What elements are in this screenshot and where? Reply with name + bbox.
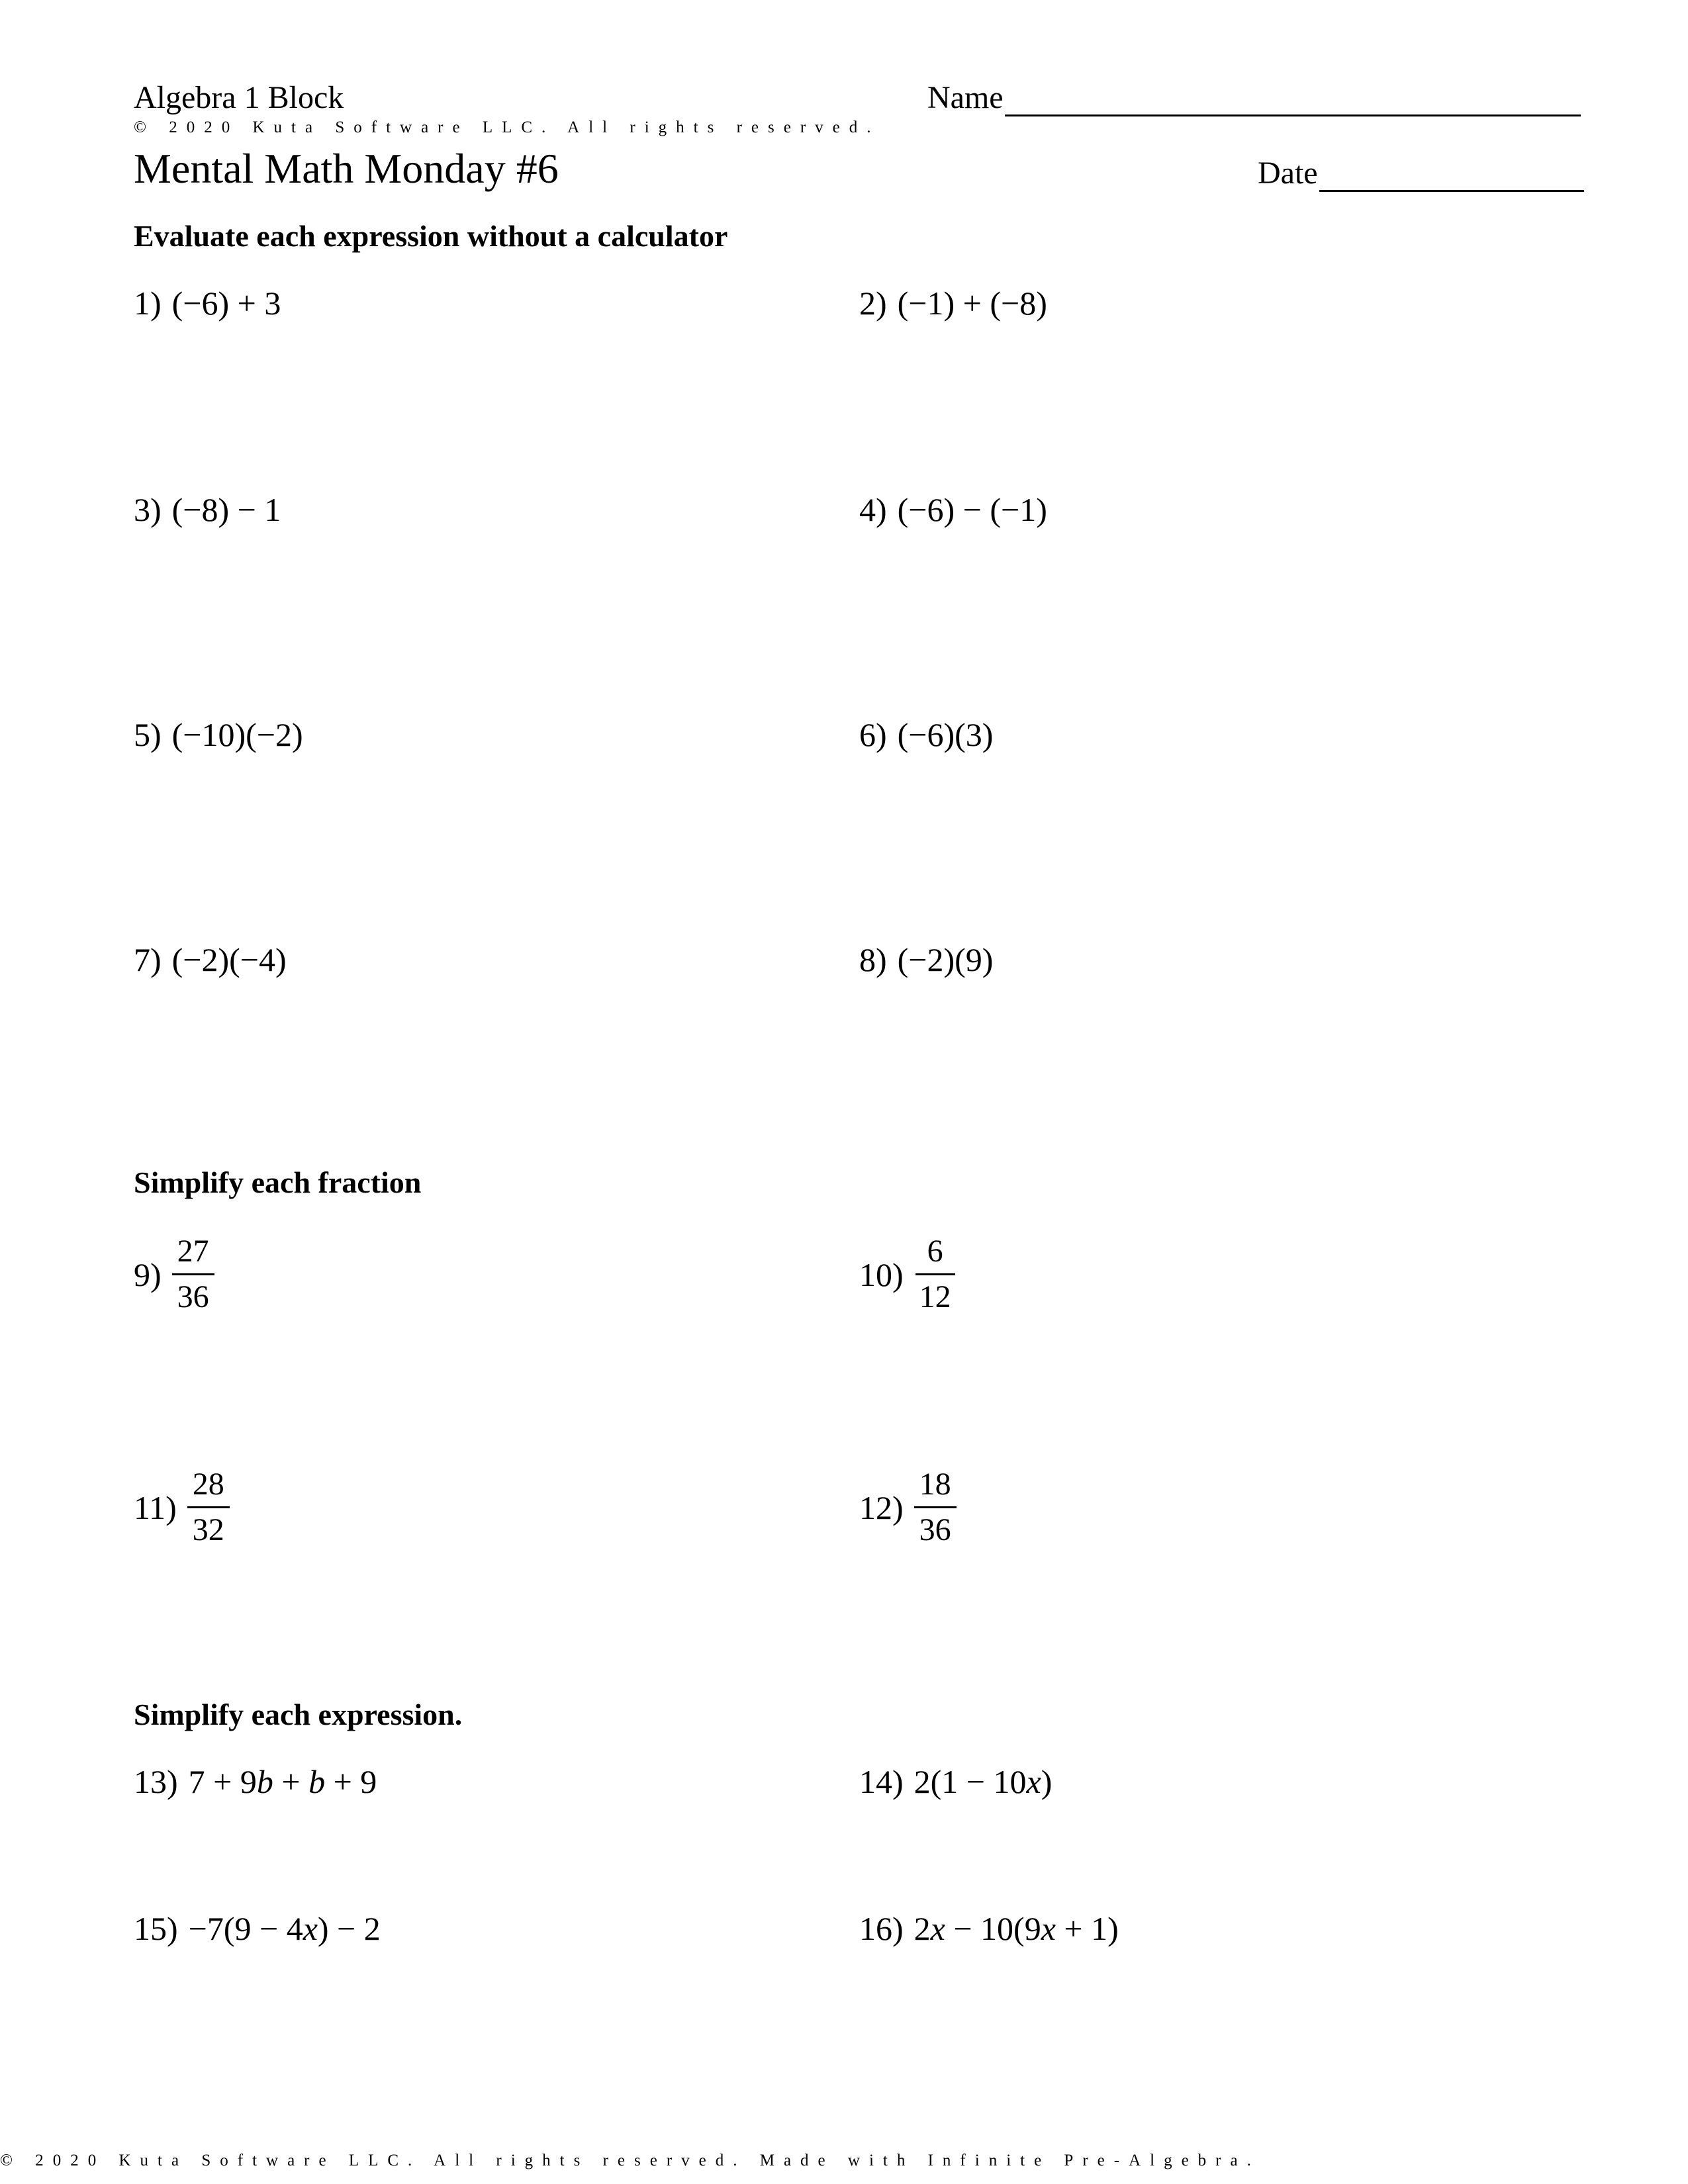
fraction xyxy=(914,1232,957,1316)
problem-expression: (−6) + 3 xyxy=(171,285,281,322)
denominator: 36 xyxy=(177,1279,209,1314)
fraction xyxy=(187,1465,230,1549)
date-label: Date xyxy=(1258,156,1318,191)
name-blank[interactable] xyxy=(1005,81,1581,116)
problem-16 xyxy=(859,1909,1119,1948)
problem-2 xyxy=(859,283,1047,323)
variable: b xyxy=(308,1763,326,1800)
problem-15 xyxy=(134,1909,381,1948)
section-instruction: Evaluate each expression without a calculator xyxy=(134,219,728,253)
denominator: 36 xyxy=(919,1512,951,1547)
date-field xyxy=(1258,155,1584,192)
problem-14 xyxy=(859,1762,1052,1801)
problem-number: 12) xyxy=(859,1488,904,1526)
problem-4 xyxy=(859,490,1047,529)
problem-number: 11) xyxy=(134,1488,177,1526)
copyright-header: © 2020 Kuta Software LLC. All rights reserved. xyxy=(134,118,880,136)
problem-number: 14) xyxy=(859,1763,904,1800)
denominator: 32 xyxy=(192,1512,224,1547)
problem-expression: 2x − 10(9x + 1) xyxy=(914,1910,1119,1947)
problem-expression: (−2)(9) xyxy=(897,941,994,978)
problem-number: 6) xyxy=(859,716,887,753)
problem-expression: (−10)(−2) xyxy=(171,716,303,753)
problem-6 xyxy=(859,715,993,754)
numerator: 18 xyxy=(914,1465,957,1508)
course-label: Algebra 1 Block xyxy=(134,80,344,115)
problem-11 xyxy=(134,1465,230,1549)
problem-10 xyxy=(859,1232,957,1316)
problem-3 xyxy=(134,490,281,529)
variable: x xyxy=(1026,1763,1041,1800)
variable: x xyxy=(303,1910,318,1947)
numerator: 28 xyxy=(187,1465,230,1508)
denominator: 12 xyxy=(919,1279,951,1314)
problem-9 xyxy=(134,1232,214,1316)
problem-number: 8) xyxy=(859,941,887,978)
name-field xyxy=(927,79,1581,116)
section-instruction: Simplify each expression. xyxy=(134,1698,463,1731)
problem-number: 10) xyxy=(859,1255,904,1293)
problem-expression: 7 + 9b + b + 9 xyxy=(188,1763,377,1800)
problem-number: 4) xyxy=(859,491,887,528)
problem-8 xyxy=(859,940,993,979)
problem-number: 15) xyxy=(134,1910,178,1947)
section-instruction: Simplify each fraction xyxy=(134,1165,422,1199)
problem-expression: (−6)(3) xyxy=(897,716,994,753)
numerator: 27 xyxy=(172,1232,214,1275)
variable: b xyxy=(256,1763,273,1800)
problem-number: 1) xyxy=(134,285,162,322)
problem-12 xyxy=(859,1465,957,1549)
numerator: 6 xyxy=(915,1232,955,1275)
variable: x xyxy=(930,1910,945,1947)
problem-5 xyxy=(134,715,303,754)
problem-expression: (−1) + (−8) xyxy=(897,285,1047,322)
problem-expression: 2(1 − 10x) xyxy=(914,1763,1053,1800)
problem-number: 9) xyxy=(134,1255,162,1293)
worksheet-title: Mental Math Monday #6 xyxy=(134,145,559,192)
fraction xyxy=(914,1465,957,1549)
problem-number: 2) xyxy=(859,285,887,322)
problem-number: 3) xyxy=(134,491,162,528)
problem-expression: (−6) − (−1) xyxy=(897,491,1047,528)
copyright-footer: © 2020 Kuta Software LLC. All rights reserved. Made with Infinite Pre-Algebra. xyxy=(0,2152,1260,2169)
problem-number: 16) xyxy=(859,1910,904,1947)
problem-7 xyxy=(134,940,287,979)
problem-expression: (−2)(−4) xyxy=(171,941,287,978)
problem-1 xyxy=(134,283,281,323)
variable: x xyxy=(1041,1910,1056,1947)
problem-number: 7) xyxy=(134,941,162,978)
problem-13 xyxy=(134,1762,377,1801)
fraction xyxy=(172,1232,214,1316)
problem-number: 5) xyxy=(134,716,162,753)
problem-expression: (−8) − 1 xyxy=(171,491,281,528)
date-blank[interactable] xyxy=(1319,157,1584,192)
problem-expression: −7(9 − 4x) − 2 xyxy=(188,1910,381,1947)
name-label: Name xyxy=(927,80,1004,115)
problem-number: 13) xyxy=(134,1763,178,1800)
